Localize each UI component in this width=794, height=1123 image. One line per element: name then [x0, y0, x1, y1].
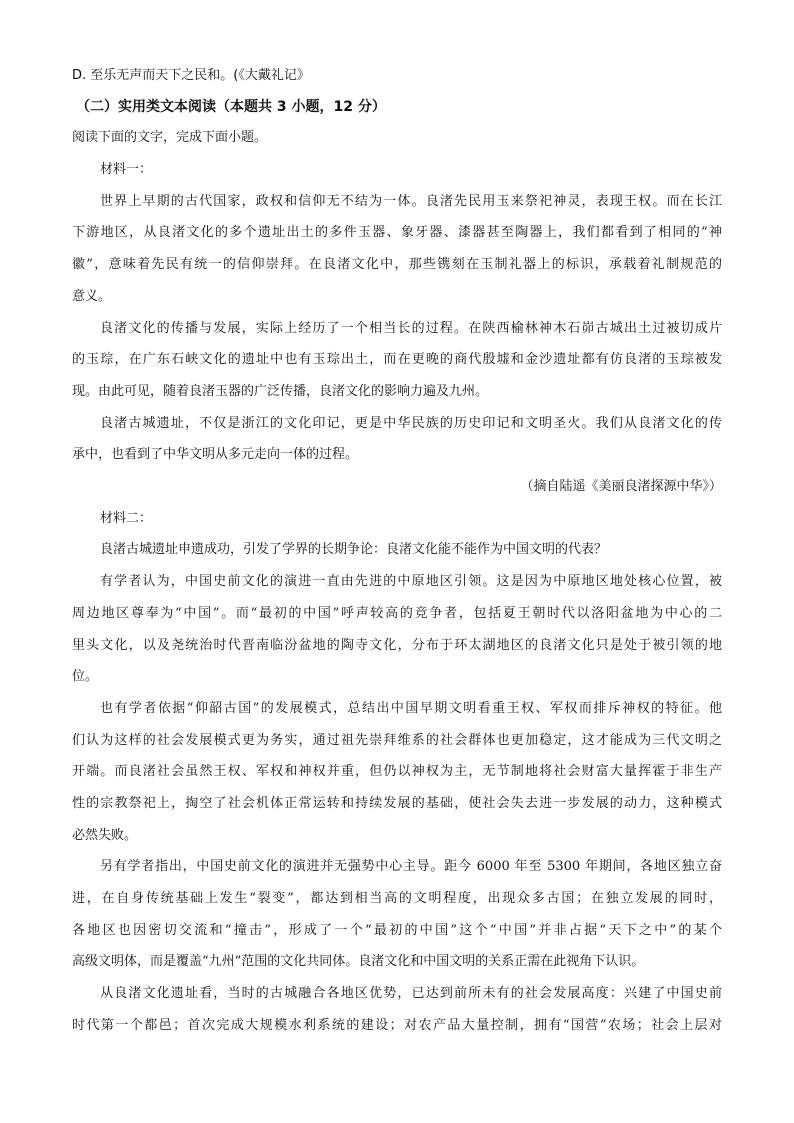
- paragraph-line: 周边地区尊奉为“中国”。而“最初的中国”呼声较高的竞争者，包括夏王朝时代以洛阳盆地为中心的二: [72, 606, 722, 621]
- paragraph-line: 从良渚文化遗址看，当时的古城融合各地区优势，已达到前所未有的社会发展高度：兴建了中国史前: [100, 986, 722, 1001]
- paragraph-line: 位。: [72, 669, 99, 684]
- paragraph-line: 必然失败。: [72, 828, 138, 843]
- material-two-label: 材料二：: [100, 511, 153, 526]
- paragraph-line: 另有学者指出，中国史前文化的演进并无强势中心主导。距今 6000 年至 5300 年期间，各地区独立奋: [100, 859, 722, 874]
- paragraph-line: 有学者认为，中国史前文化的演进一直由先进的中原地区引领。这是因为中原地区地处核心位置，被: [100, 574, 722, 589]
- paragraph-line: 性的宗教祭祀上，掏空了社会机体正常运转和持续发展的基础，使社会失去进一步发展的动力，这种模式: [72, 796, 722, 811]
- paragraph-line: 里头文化，以及尧统治时代晋南临汾盆地的陶寺文化，分布于环太湖地区的良渚文化只是处于被引领的地: [72, 638, 722, 653]
- paragraph-line: 承中，也看到了中华文明从多元走向一体的过程。: [72, 447, 359, 462]
- material-one-label: 材料一：: [100, 162, 153, 177]
- source-citation: （摘自陆遥《美丽良渚探源中华》）: [520, 479, 722, 494]
- paragraph-line: 良渚文化的传播与发展，实际上经历了一个相当长的过程。在陕西榆林神木石峁古城出土过被切成片: [100, 321, 722, 336]
- paragraph-line: 意义。: [72, 289, 112, 304]
- section-heading: （二）实用类文本阅读（本题共 3 小题，12 分）: [76, 99, 386, 115]
- paragraph-line: 下游地区，从良渚文化的多个遗址出土的多件玉器、象牙器、漆器甚至陶器上，我们都看到了相同的“神: [72, 225, 722, 240]
- paragraph-line: 良渚古城遗址申遗成功，引发了学界的长期争论：良渚文化能不能作为中国文明的代表？: [100, 542, 608, 557]
- paragraph-line: 高级文明体，而是覆盖“九州”范围的文化共同体。良渚文化和中国文明的关系正需在此视角下认识。: [72, 954, 645, 969]
- paragraph-line: 现。由此可见，随着良渚玉器的广泛传播，良渚文化的影响力遍及九州。: [72, 384, 489, 399]
- option-d: D. 至乐无声而天下之民和。(《大戴礼记》: [72, 68, 310, 83]
- paragraph-line: 徽”，意味着先民有统一的信仰崇拜。在良渚文化中，那些镌刻在玉制礼器上的标识，承载着礼制规范的: [72, 257, 722, 272]
- paragraph-line: 各地区也因密切交流和“撞击”，形成了一个“最初的中国”这个“中国”并非占据“天下之中”的某个: [72, 923, 722, 938]
- paragraph-line: 们认为这样的社会发展模式更为务实，通过祖先崇拜维系的社会群体也更加稳定，这才能成为三代文明之: [72, 733, 722, 748]
- instruction: 阅读下面的文字，完成下面小题。: [72, 130, 268, 145]
- paragraph-line: 开端。而良渚社会虽然王权、军权和神权并重，但仍以神权为主，无节制地将社会财富大量挥霍于非生产: [72, 764, 722, 779]
- paragraph-line: 也有学者依据“仰韶古国”的发展模式，总结出中国早期文明看重王权、军权而排斥神权的特征。他: [100, 701, 722, 716]
- paragraph-line: 时代第一个都邑；首次完成大规模水利系统的建设；对农产品大量控制，拥有“国营”农场；社会上层对: [72, 1018, 722, 1033]
- paragraph-line: 世界上早期的古代国家，政权和信仰无不结为一体。良渚先民用玉来祭祀神灵，表现王权。而在长江: [100, 194, 722, 209]
- paragraph-line: 的玉琮，在广东石峡文化的遗址中也有玉琮出土，而在更晚的商代殷墟和金沙遗址都有仿良渚的玉琮被发: [72, 352, 722, 367]
- paragraph-line: 良渚古城遗址，不仅是浙江的文化印记，更是中华民族的历史印记和文明圣火。我们从良渚文化的传: [100, 416, 722, 431]
- paragraph-line: 进，在自身传统基础上发生“裂变”，都达到相当高的文明程度，出现众多古国；在独立发展的同时，: [72, 891, 722, 906]
